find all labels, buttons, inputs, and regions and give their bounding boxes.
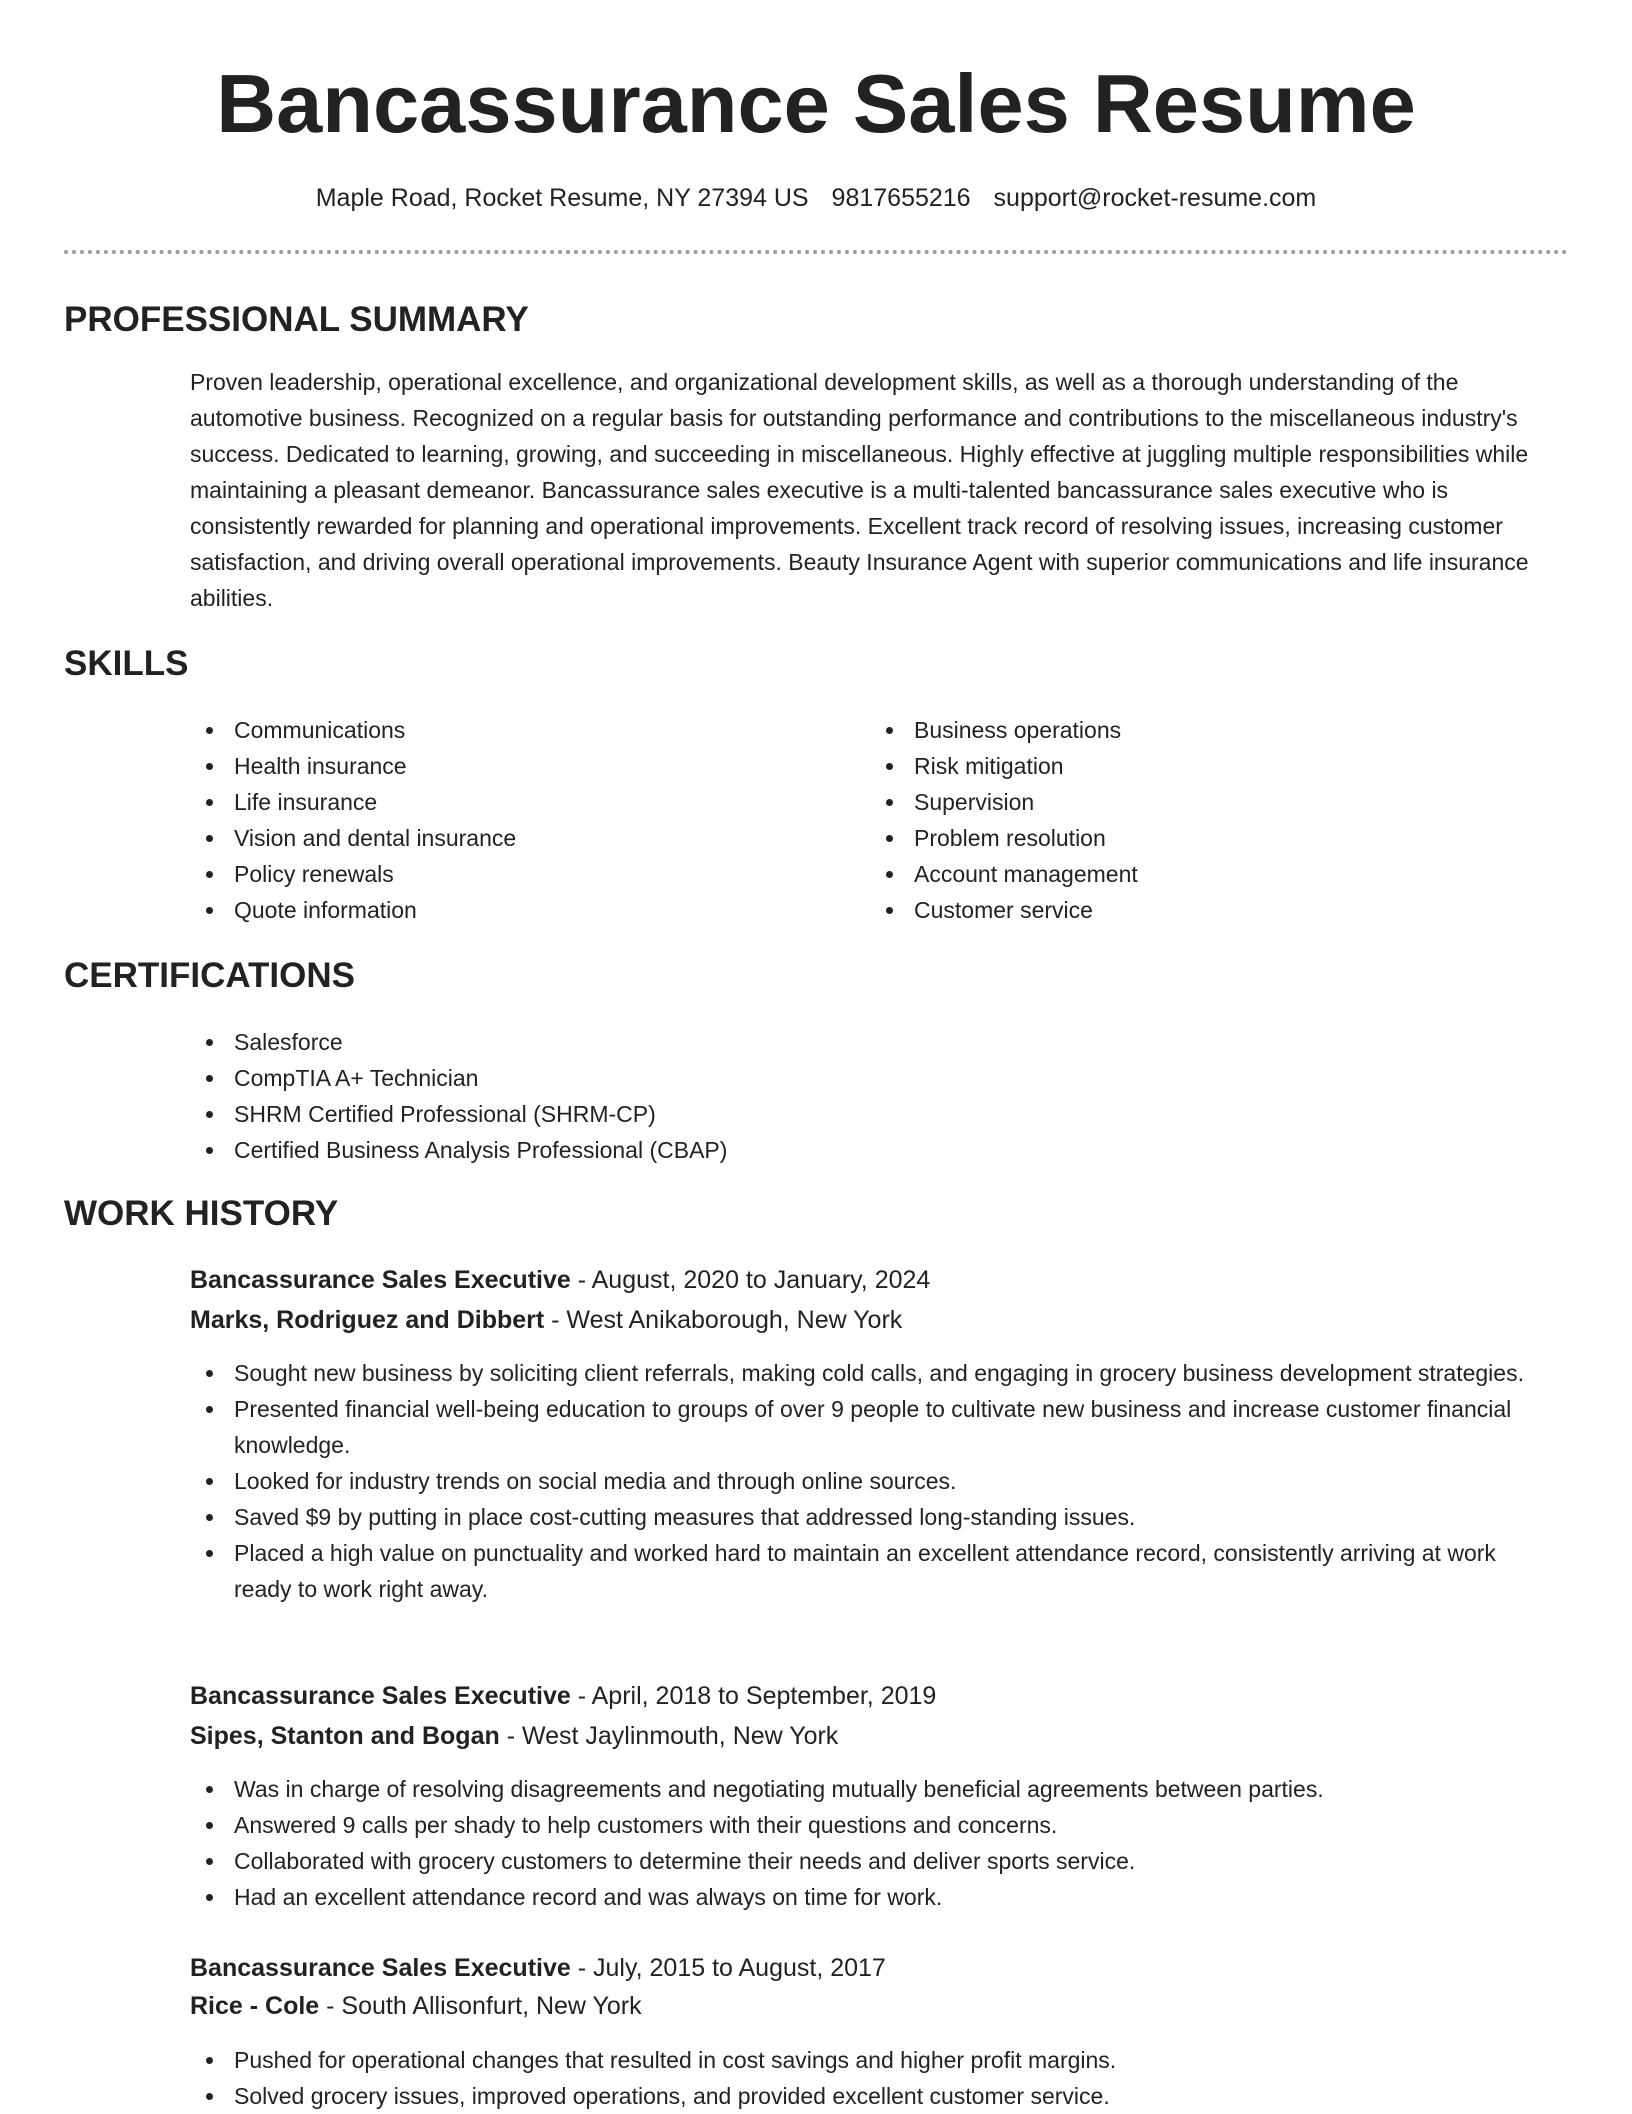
job-title-line xyxy=(190,1950,886,1986)
summary-text: Proven leadership, operational excellence, and organizational development skills, as well as a thorough understanding of the automotive business. Recognized on a regular basis for outstanding performance and contributions to the miscellaneous industry's success. Dedicated to learning, growing, and succeeding in miscellaneous. Highly effective at juggling multiple responsibilities while maintaining a pleasant demeanor. Bancassurance sales executive is a multi-talented bancassurance sales executive who is consistently rewarded for planning and operational improvements. Excellent track record of resolving issues, increasing customer satisfaction, and driving overall operational improvements. Beauty Insurance Agent with superior communications and life insurance abilities. xyxy=(190,369,1529,611)
header-divider xyxy=(64,250,1568,254)
list-item: Communications xyxy=(190,712,850,748)
contact-email[interactable]: support@rocket-resume.com xyxy=(993,184,1317,212)
summary-heading: PROFESSIONAL SUMMARY xyxy=(64,300,529,339)
job-title-line xyxy=(190,1262,930,1298)
job-location: - West Jaylinmouth, New York xyxy=(499,1722,839,1750)
list-item: Collaborated with grocery customers to determine their needs and deliver sports service. xyxy=(190,1843,1550,1879)
work-history-heading: WORK HISTORY xyxy=(64,1194,339,1233)
list-item: Looked for industry trends on social media and through online sources. xyxy=(190,1463,1550,1499)
certifications-heading: CERTIFICATIONS xyxy=(64,956,356,995)
list-item: Sought new business by soliciting client referrals, making cold calls, and engaging in grocery business development strategies. xyxy=(190,1355,1550,1391)
list-item: Health insurance xyxy=(190,748,850,784)
list-item: Solved grocery issues, improved operations, and provided excellent customer service. xyxy=(190,2078,1550,2114)
job-dates: - July, 2015 to August, 2017 xyxy=(570,1954,886,1982)
list-item: Policy renewals xyxy=(190,856,850,892)
job-bullets xyxy=(190,2042,1550,2114)
job-dates: - August, 2020 to January, 2024 xyxy=(570,1266,931,1294)
skills-list-left xyxy=(190,712,850,928)
job-company: Rice - Cole xyxy=(190,1992,320,2020)
certifications-list xyxy=(190,1024,1570,1168)
job-bullets xyxy=(190,1355,1550,1607)
job-title-line xyxy=(190,1678,936,1714)
skills-list-right xyxy=(870,712,1530,928)
list-item: CompTIA A+ Technician xyxy=(190,1060,1570,1096)
list-item: Salesforce xyxy=(190,1024,1570,1060)
list-item: Saved $9 by putting in place cost-cutting measures that addressed long-standing issues. xyxy=(190,1499,1550,1535)
job-company-line xyxy=(190,1718,838,1754)
list-item: Quote information xyxy=(190,892,850,928)
skills-heading: SKILLS xyxy=(64,644,189,683)
contact-line xyxy=(0,180,1632,216)
list-item: Risk mitigation xyxy=(870,748,1530,784)
job-company: Sipes, Stanton and Bogan xyxy=(190,1722,500,1750)
list-item: Problem resolution xyxy=(870,820,1530,856)
list-item: Presented financial well-being education to groups of over 9 people to cultivate new business and increase customer financial knowledge. xyxy=(190,1391,1550,1463)
list-item: Supervision xyxy=(870,784,1530,820)
resume-title: Bancassurance Sales Resume xyxy=(216,57,1416,150)
list-item: Answered 9 calls per shady to help customers with their questions and concerns. xyxy=(190,1807,1550,1843)
job-dates: - April, 2018 to September, 2019 xyxy=(570,1682,937,1710)
job-company-line xyxy=(190,1302,902,1338)
job-company-line xyxy=(190,1988,642,2024)
list-item: SHRM Certified Professional (SHRM-CP) xyxy=(190,1096,1570,1132)
list-item: Account management xyxy=(870,856,1530,892)
contact-address: Maple Road, Rocket Resume, NY 27394 US xyxy=(315,184,809,212)
job-bullets xyxy=(190,1771,1550,1915)
list-item: Certified Business Analysis Professional (CBAP) xyxy=(190,1132,1570,1168)
contact-phone[interactable]: 9817655216 xyxy=(831,184,971,212)
list-item: Vision and dental insurance xyxy=(190,820,850,856)
list-item: Was in charge of resolving disagreements and negotiating mutually beneficial agreements between parties. xyxy=(190,1771,1550,1807)
job-title: Bancassurance Sales Executive xyxy=(190,1954,571,1982)
list-item: Pushed for operational changes that resulted in cost savings and higher profit margins. xyxy=(190,2042,1550,2078)
job-location: - West Anikaborough, New York xyxy=(544,1306,903,1334)
job-company: Marks, Rodriguez and Dibbert xyxy=(190,1306,545,1334)
job-location: - South Allisonfurt, New York xyxy=(319,1992,642,2020)
list-item: Business operations xyxy=(870,712,1530,748)
job-title: Bancassurance Sales Executive xyxy=(190,1266,571,1294)
list-item: Placed a high value on punctuality and worked hard to maintain an excellent attendance record, consistently arriving at work ready to work right away. xyxy=(190,1535,1550,1607)
list-item: Life insurance xyxy=(190,784,850,820)
job-title: Bancassurance Sales Executive xyxy=(190,1682,571,1710)
list-item: Had an excellent attendance record and was always on time for work. xyxy=(190,1879,1550,1915)
list-item: Customer service xyxy=(870,892,1530,928)
